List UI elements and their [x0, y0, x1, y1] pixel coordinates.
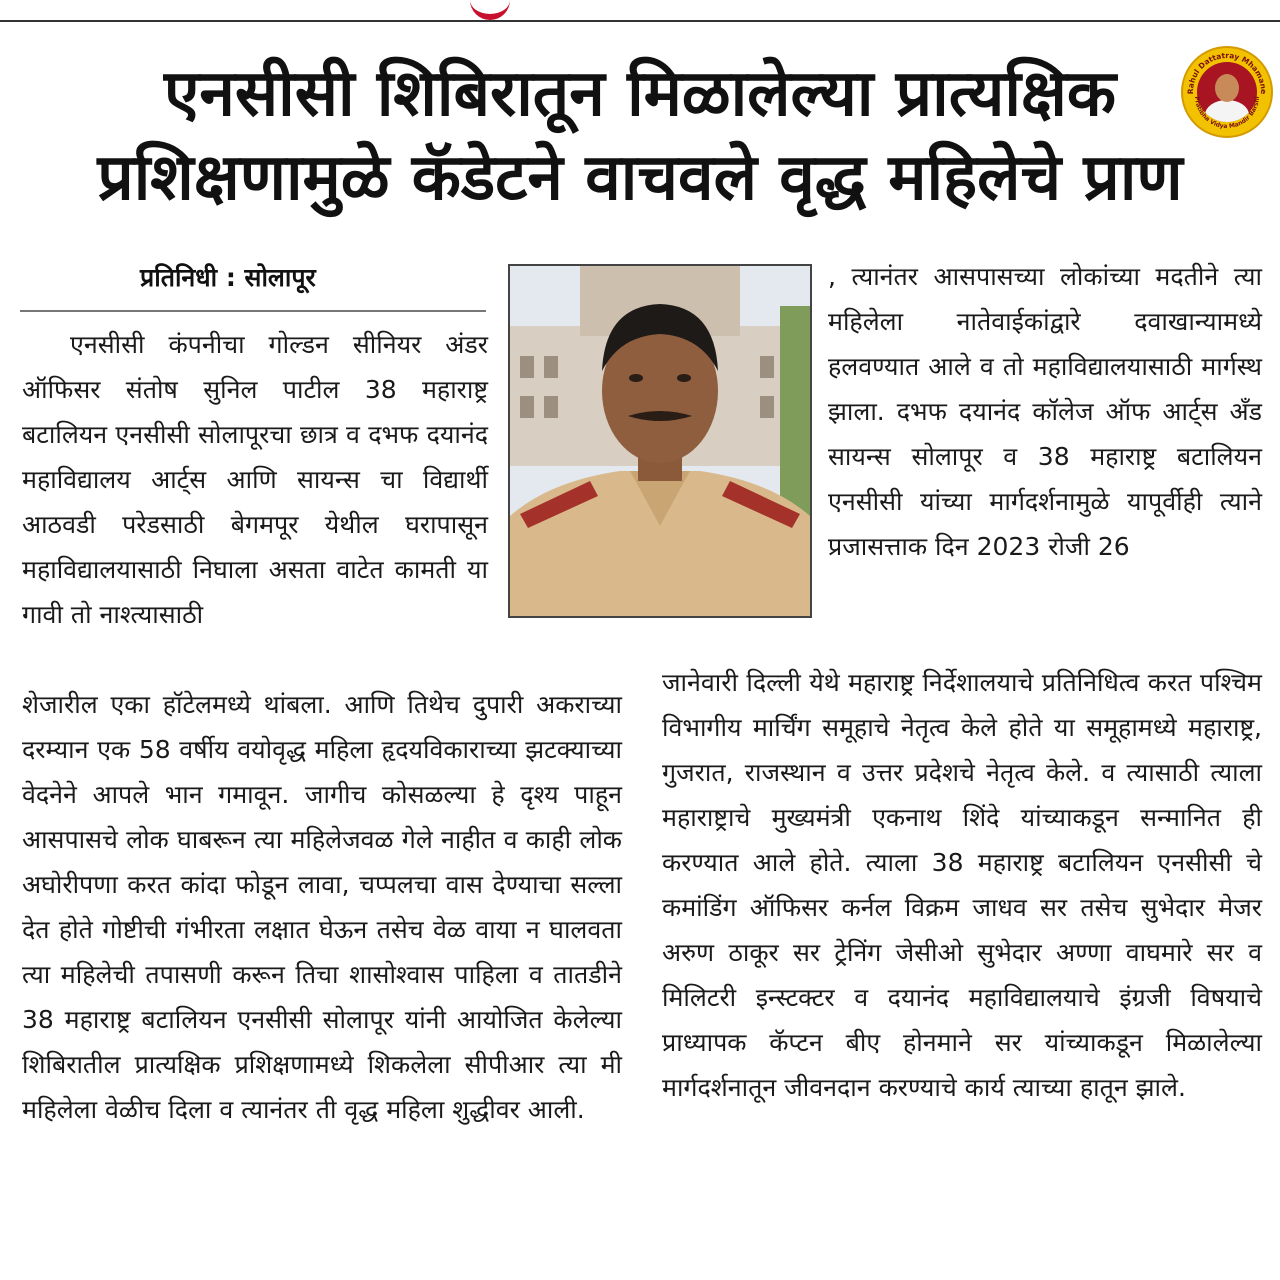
seal-ring-top-text: Rahul Dattatray Mhamane	[1185, 50, 1269, 95]
article-paragraph-2: शेजारील एका हॉटेलमध्ये थांबला. आणि तिथेच दुपारी अकराच्या दरम्यान एक 58 वर्षीय वयोवृद्ध महिला हृदयविकाराच्या झटक्याच्या वेदनेने आपले भान गमावून. जागीच कोसळल्या हे दृश्य पाहून आसपासचे लोक घाबरून त्या महिलेजवळ गेले नाहीत व काही लोक अघोरीपणा करत कांदा फोडून लावा, चप्पलचा वास देण्याचा सल्ला देत होते गोष्टीची गंभीरता लक्षात घेऊन तसेच वेळ वाया न घालवता त्या महिलेची तपासणी करून तिचा शासोश्वास पाहिला व तातडीने 38 महाराष्ट्र बटालियन एनसीसी सोलापूर यांनी आयोजित केलेल्या शिबिरातील प्रात्यक्षिक प्रशिक्षणामध्ये शिकलेला सीपीआर त्या मी महिलेला वेळीच दिला व त्यानंतर ती वृद्ध महिला शुद्धीवर आली.	[22, 690, 622, 1124]
article-column-2	[22, 682, 622, 1132]
headline-line-2: प्रशिक्षणामुळे कॅडेटने वाचवले वृद्ध महिलेचे प्राण	[97, 141, 1183, 215]
byline-divider	[20, 310, 486, 312]
headline	[20, 52, 1260, 220]
portrait-seal-icon	[1181, 46, 1273, 138]
article-column-3	[828, 254, 1262, 569]
photo-eye-left	[629, 374, 643, 382]
article-paragraph-1: एनसीसी कंपनीचा गोल्डन सीनियर अंडर ऑफिसर संतोष सुनिल पाटील 38 महाराष्ट्र बटालियन एनसीसी सोलापूरचा छात्र व दभफ दयानंद महाविद्यालय आर्ट्स आणि सायन्स चा विद्यार्थी आठवडी परेडसाठी बेगमपूर येथील घरापासून महाविद्यालयासाठी निघाला असता वाटेत कामती या गावी तो नाश्त्यासाठी	[22, 330, 488, 629]
article-column-1	[22, 322, 488, 637]
article-paragraph-4: जानेवारी दिल्ली येथे महाराष्ट्र निर्देशालयाचे प्रतिनिधित्व करत पश्चिम विभागीय मार्चिंग समूहाचे नेतृत्व केले होते या समूहामध्ये महाराष्ट्र, गुजरात, राजस्थान व उत्तर प्रदेशचे नेतृत्व केले. व त्यासाठी त्याला महाराष्ट्राचे मुख्यमंत्री एकनाथ शिंदे यांच्याकडून सन्मानित ही करण्यात आले होते. त्याला 38 महाराष्ट्र बटालियन एनसीसी चे कमांडिंग ऑफिसर कर्नल विक्रम जाधव सर तसेच सुभेदार मेजर अरुण ठाकूर सर ट्रेनिंग जेसीओ सुभेदार अण्णा वाघमारे सर व मिलिटरी इन्स्टक्टर व दयानंद महाविद्यालयाचे इंग्रजी विषयाचे प्राध्यापक कॅप्टन बीए होनमाने सर यांच्याकडून मिळालेल्या मार्गदर्शनातून जीवनदान करण्याचे कार्य त्याच्या हातून झाले.	[662, 668, 1262, 1102]
byline: प्रतिनिधी : सोलापूर	[140, 263, 316, 292]
article-paragraph-3: , त्यानंतर आसपासच्या लोकांच्या मदतीने त्या महिलेला नातेवाईकांद्वारे दवाखान्यामध्ये हलवण्यात आले व तो महाविद्यालयासाठी मार्गस्थ झाला. दभफ दयानंद कॉलेज ऑफ आर्ट्स अँड सायन्स सोलापूर व 38 महाराष्ट्र बटालियन एनसीसी यांच्या मार्गदर्शनामुळे यापूर्वीही त्याने प्रजासत्ताक दिन 2023 रोजी 26	[828, 262, 1262, 561]
seal-ring-text	[1183, 48, 1271, 136]
seal-ring-bottom-text: Pratibha Vidya Mandir Barshi	[1192, 96, 1262, 131]
headline-line-1: एनसीसी शिबिरातून मिळालेल्या प्रात्यक्षिक	[163, 57, 1117, 131]
top-divider-rule	[0, 20, 1280, 22]
svg-text:Pratibha Vidya Mandir Barshi	[1193, 96, 1261, 130]
cadet-portrait-photo	[508, 264, 812, 618]
svg-text:Rahul Dattatray Mhamane	[1186, 51, 1268, 94]
masthead-fragment	[470, 0, 510, 20]
article-column-4	[662, 660, 1262, 1110]
photo-eye-right	[677, 374, 691, 382]
